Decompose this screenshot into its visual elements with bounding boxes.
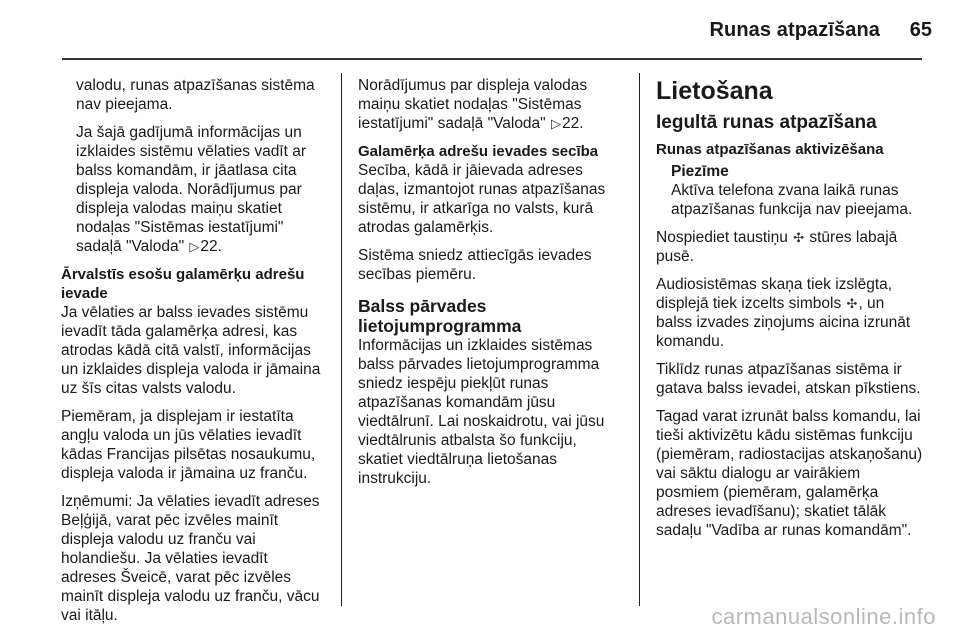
reference-arrow-icon: ▷ <box>551 116 561 131</box>
paragraph-with-icon <box>656 228 924 266</box>
paragraph-text: Ja šajā gadījumā informācijas un izklaides sistēmu vēlaties vadīt ar balss komandām, ir jāatlasa cita displeja valoda. Norādījumus par displeja valodas maiņu skatiet nodaļas "Sistēmas iestatījumi" sadaļā "Valoda" <box>76 124 307 255</box>
page-reference[interactable]: 22. <box>562 115 584 132</box>
paragraph-text: , un balss izvades ziņojums aicina izrunāt komandu. <box>656 295 911 350</box>
voice-button-icon: ✣ <box>846 296 858 311</box>
note-box <box>656 162 924 219</box>
paragraph: Izņēmumi: Ja vēlaties ievadīt adreses Beļģijā, varat pēc izvēles mainīt displeja valodu uz franču vai holandiešu. Ja vēlaties ievadīt adreses Šveicē, varat pēc izvēles mainīt displeja valodu uz franču, vācu vai itāļu. <box>61 493 320 624</box>
column-divider-1 <box>341 73 342 606</box>
paragraph: Tagad varat izrunāt balss komandu, lai tieši aktivizētu kādu sistēmas funkciju (piemēram, radiostacijas atskaņošanu) vai sāktu dialogu ar vairākiem posmiem (piemēram, galamērķa adreses ievadīšanu); skatiet tālāk sadaļu "Vadība ar runas komandām". <box>656 408 923 539</box>
note-text: Aktīva telefona zvana laikā runas atpazīšanas funkcija nav pieejama. <box>671 182 913 218</box>
watermark: carmanualsonline.info <box>711 604 936 629</box>
subheading: Galamērķa adrešu ievades secība <box>358 143 599 160</box>
paragraph-with-reference <box>358 76 620 133</box>
note-title: Piezīme <box>671 163 729 180</box>
section-heading: Iegultā runas atpazīšana <box>656 112 877 133</box>
paragraph: Sistēma sniedz attiecīgās ievades secības piemēru. <box>358 247 592 283</box>
paragraph: Secība, kādā ir jāievada adreses daļas, izmantojot runas atpazīšanas sistēmu, ir atkarīga no valsts, kurā atrodas galamērķis. <box>358 162 606 236</box>
column-2 <box>358 76 620 497</box>
page-title: Runas atpazīšana <box>709 19 880 41</box>
paragraph-text: stūres labajā pusē. <box>656 229 898 265</box>
paragraph-text: Nospiediet taustiņu <box>656 229 788 246</box>
paragraph-text: Norādījumus par displeja valodas maiņu skatiet nodaļas "Sistēmas iestatījumi" sadaļā "Valoda" <box>358 77 588 132</box>
paragraph: valodu, runas atpazīšanas sistēma nav pieejama. <box>76 77 315 113</box>
voice-button-icon: ✣ <box>793 230 805 245</box>
section-heading: Balss pārvades lietojumprogramma <box>358 296 522 336</box>
paragraph: Tiklīdz runas atpazīšanas sistēma ir gatava balss ievadei, atskan pīkstiens. <box>656 361 921 397</box>
column-divider-2 <box>639 73 640 606</box>
paragraph-text: Audiosistēmas skaņa tiek izslēgta, displejā tiek izcelts simbols <box>656 276 893 312</box>
paragraph-with-icon <box>656 275 924 351</box>
column-1 <box>61 76 327 634</box>
page-number: 65 <box>909 19 932 41</box>
page-reference[interactable]: 22. <box>200 238 222 255</box>
subheading: Ārvalstīs esošu galamērķu adrešu ievade <box>61 266 305 302</box>
chapter-heading: Lietošana <box>656 77 773 105</box>
subsection-heading: Runas atpazīšanas aktivizēšana <box>656 141 884 158</box>
paragraph: Informācijas un izklaides sistēmas balss pārvades lietojumprogramma sniedz iespēju piekļūt runas atpazīšanas komandām jūsu viedtālrunī. Lai noskaidrotu, vai jūsu viedtālrunis atbalsta šo funkciju, skatiet viedtālruņa lietošanas instrukciju. <box>358 337 605 487</box>
column-3 <box>656 76 924 549</box>
header-rule <box>62 58 922 60</box>
paragraph: Piemēram, ja displejam ir iestatīta angļu valoda un jūs vēlaties ievadīt kādas Francijas pilsētas nosaukumu, displeja valoda ir jāmaina uz franču. <box>61 408 316 482</box>
reference-arrow-icon: ▷ <box>189 239 200 254</box>
paragraph-with-reference <box>61 123 327 256</box>
paragraph: Ja vēlaties ar balss ievades sistēmu ievadīt tāda galamērķa adresi, kas atrodas kādā citā valstī, informācijas un izklaides displeja valoda ir jāmaina uz šīs citas valsts valodu. <box>61 304 321 397</box>
